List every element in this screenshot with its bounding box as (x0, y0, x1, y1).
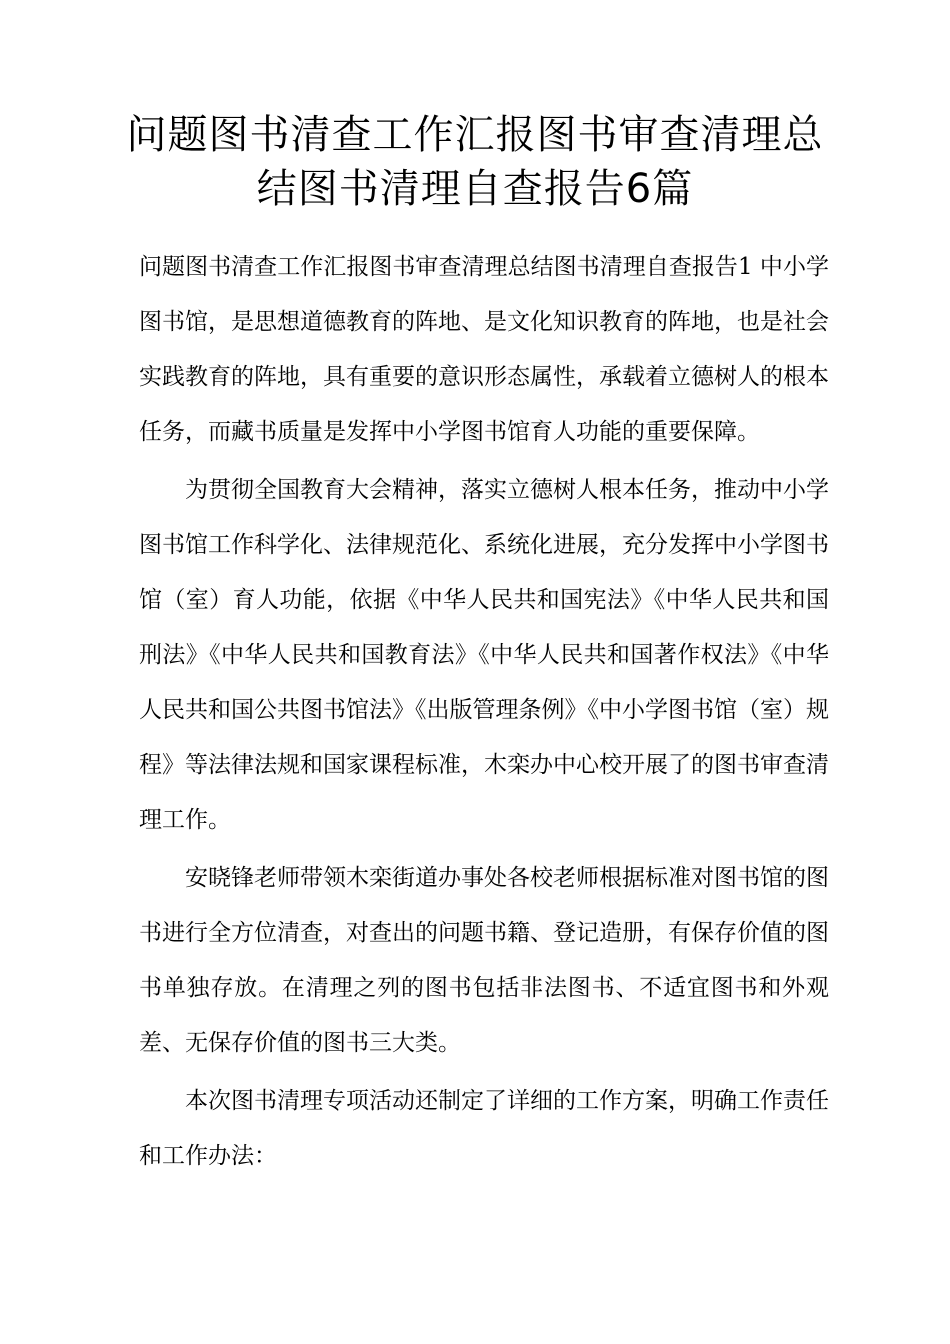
title-line-2: 结图书清理自查报告6篇 (256, 166, 694, 212)
paragraph-3: 安晓锋老师带领木栾街道办事处各校老师根据标准对图书馆的图书进行全方位清查，对查出的问题书籍、登记造册，有保存价值的图书单独存放。在清理之列的图书包括非法图书、不适宜图书和外观差、无保存价值的图书三大类。 (139, 865, 829, 1056)
document-title (100, 108, 850, 216)
title-line-1: 问题图书清查工作汇报图书审查清理总 (126, 112, 824, 158)
document-body (139, 240, 829, 1184)
paragraph-1: 问题图书清查工作汇报图书审查清理总结图书清理自查报告1 中小学图书馆，是思想道德教育的阵地、是文化知识教育的阵地，也是社会实践教育的阵地，具有重要的意识形态属性，承载着立德树人的根本任务，而藏书质量是发挥中小学图书馆育人功能的重要保障。 (139, 254, 829, 445)
paragraph-4: 本次图书清理专项活动还制定了详细的工作方案，明确工作责任和工作办法： (139, 1088, 829, 1169)
paragraph-2: 为贯彻全国教育大会精神，落实立德树人根本任务，推动中小学图书馆工作科学化、法律规范化、系统化进展，充分发挥中小学图书馆（室）育人功能，依据《中华人民共和国宪法》《中华人民共和国刑法》《中华人民共和国教育法》《中华人民共和国著作权法》《中华人民共和国公共图书馆法》《出版管理条例》《中小学图书馆（室）规程》等法律法规和国家课程标准，木栾办中心校开展了的图书审查清理工作。 (139, 477, 829, 833)
